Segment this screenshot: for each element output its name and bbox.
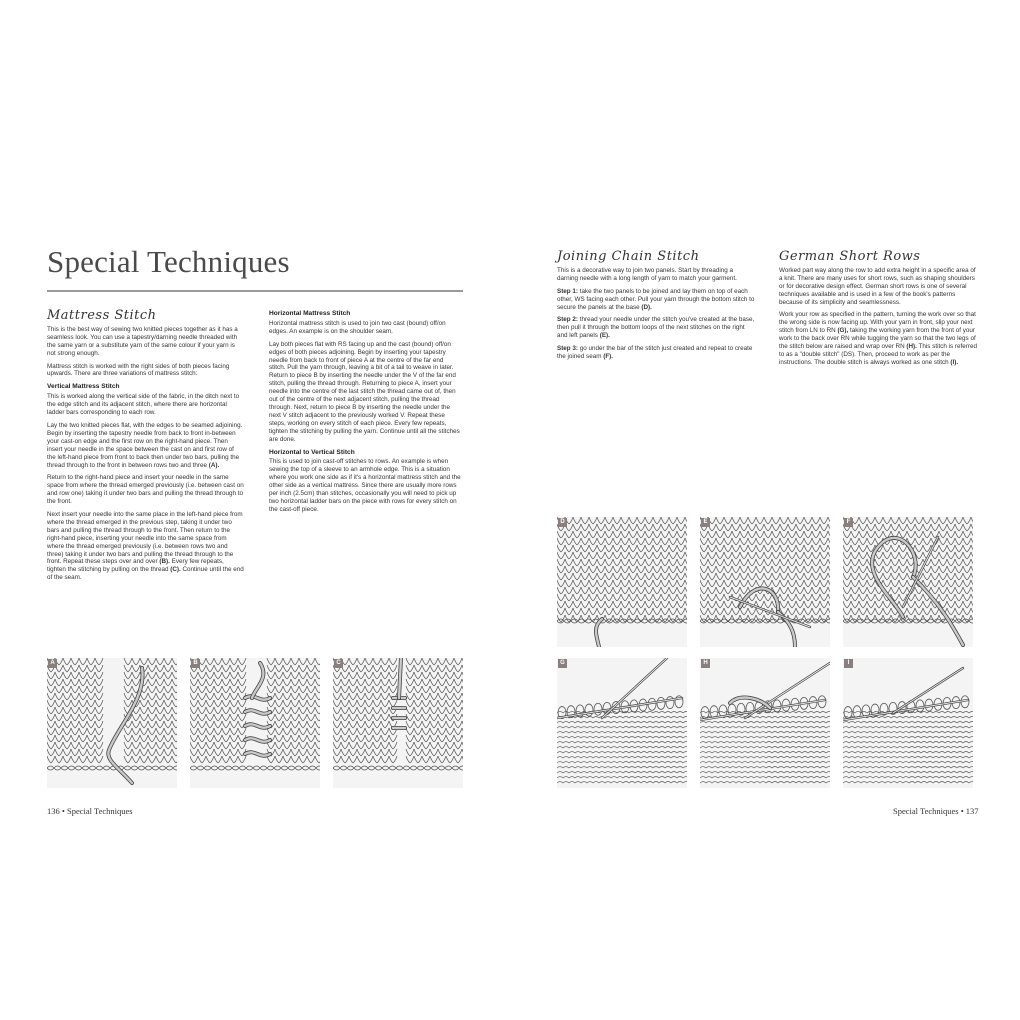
figure-a (47, 658, 177, 788)
vertical-p4: Next insert your needle into the same place in the left-hand piece from where the thread emerged in the previous step, taking it under two bars and pulling the thread through to the front. Then return to the right-hand piece, inserting your needle into the same space from where the thread emerged previously (i.e. between rows two and three) taking it under two bars and pulling the thread through to the front. Repeat these steps over and over (B). Every few repeats, tighten the stitching by pulling on the thread (C). Continue until the end of the seam. (47, 511, 244, 582)
figure-label: D (558, 518, 567, 527)
knitting-illustration (190, 658, 320, 788)
joining-step-3: Step 3: go under the bar of the stitch just created and repeat to create the joined seam (F). (557, 345, 753, 361)
german-column (779, 249, 977, 372)
knitting-illustration (557, 517, 687, 647)
right-folio: Special Techniques • 137 (893, 806, 979, 816)
vertical-p3: Return to the right-hand piece and insert your needle in the same space from where the thread emerged previously (i.e. between cast on and row one) taking it under two bars and pulling the thread through to the front. (47, 474, 244, 506)
knitting-illustration (843, 517, 973, 647)
figure-i (843, 658, 973, 788)
figure-label: F (844, 518, 853, 527)
knitting-illustration (700, 658, 830, 788)
knitting-illustration (557, 658, 687, 788)
figure-label: H (701, 659, 710, 668)
knit-stitches (190, 658, 246, 763)
figure-label: A (48, 659, 57, 668)
knit-stitches (843, 517, 973, 622)
figure-d (557, 517, 687, 647)
knit-stitches (333, 658, 397, 763)
mattress-variations: Mattress stitch is worked with the right sides of both pieces facing upwards. There are three variations of mattress stitch: (47, 362, 230, 378)
figure-f (843, 517, 973, 647)
yarn-strand (108, 668, 142, 783)
german-p2: Work your row as specified in the pattern, turning the work over so that the wrong side is now facing up. With your yarn in front, slip your next stitch from LN to RN (G), taking the working yarn from the front of your work to the back over RN while tugging the yarn so that the two legs of the stitch below are raised and wrap over RN (H). This stitch is referred to as a "double stitch" (DS). Then, proceed to work as per the instructions. The double stitch is always worked as one stitch (I). (779, 311, 977, 366)
purl-rows (700, 712, 830, 784)
vertical-p2: Lay the two knitted pieces flat, with the edges to be seamed adjoining. Begin by inserting the tapestry needle from back to front in-between your cast-on edge and the first row on the right-hand piece. Then insert your needle in the space between the cast on and first row of the left-hand piece from front to back then under two bars, pulling the thread through to the front in between rows two and three (A). (47, 421, 243, 469)
figure-label: C (334, 659, 343, 668)
purl-rows (843, 712, 973, 784)
cast-on-edge (47, 766, 177, 770)
knit-stitches (406, 658, 463, 763)
horizontal-heading: Horizontal Mattress Stitch (269, 310, 351, 317)
figure-label: I (844, 659, 853, 668)
mattress-intro: This is the best way of sewing two knitted pieces together as it has a seamless look. You can use a tapestry/darning needle threaded with the same yarn or a substitute yarn of the same colour if your yarn is not strong enough. (47, 325, 238, 357)
figure-label: E (701, 518, 710, 527)
figure-c (333, 658, 463, 788)
mattress-heading: Mattress Stitch (47, 308, 157, 323)
needle-shine (602, 658, 667, 718)
yarn-highlight (596, 619, 602, 647)
vertical-heading: Vertical Mattress Stitch (47, 383, 120, 391)
horizontal-p1: Horizontal mattress stitch is used to join two cast (bound) off/on edges. An example is on the shoulder seam. (269, 319, 446, 335)
joining-step-2: Step 2: thread your needle under the stitch you've created at the base, then pull it through the bottom loops of the next stitches on the right and left panels (E). (557, 316, 755, 340)
knitting-illustration (700, 517, 830, 647)
mattress-column (47, 308, 244, 587)
cast-on-edge (557, 619, 687, 623)
knitting-illustration (333, 658, 463, 788)
horizontal-column (269, 310, 461, 519)
figure-b (190, 658, 320, 788)
figure-e (700, 517, 830, 647)
cast-on-edge (333, 766, 463, 770)
knit-stitches (557, 517, 687, 622)
title-rule (47, 290, 463, 292)
figure-label: G (558, 659, 567, 668)
knitting-illustration (843, 658, 973, 788)
joining-heading: Joining Chain Stitch (557, 249, 700, 264)
figure-h (700, 658, 830, 788)
purl-rows (557, 712, 687, 784)
live-stitches (844, 696, 969, 719)
german-heading: German Short Rows (779, 249, 921, 264)
right-page (510, 0, 1020, 1020)
left-folio: 136 • Special Techniques (47, 806, 133, 816)
joining-intro: This is a decorative way to join two panels. Start by threading a darning needle with a long length of yarn to match your garment. (557, 266, 737, 282)
vertical-p1: This is worked along the vertical side of the fabric, in the ditch next to the edge stitch and its adjacent stitch, where there are horizontal ladder bars corresponding to each row. (47, 393, 240, 417)
hv-p1: This is used to join cast-off stitches to rows. An example is when sewing the top of a sleeve to an armhole edge. This is a situation where you work one side as if it's a horizontal mattress stitch and the other side as a vertical mattress. Since there are usually more rows per inch (2.5cm) than stitches, occasionally you will need to pick up two horizontal ladder bars on the piece with rows for every stitch on the cast-off piece. (269, 458, 461, 513)
joining-column (557, 249, 755, 366)
cast-on-edge (190, 766, 320, 770)
yarn-highlight (252, 663, 263, 698)
cast-on-edge (843, 619, 973, 623)
needle-shine (745, 663, 830, 718)
cast-on-edge (700, 619, 830, 623)
hv-heading: Horizontal to Vertical Stitch (269, 448, 355, 456)
page-title: Special Techniques (47, 244, 290, 279)
figure-g (557, 658, 687, 788)
figure-label: B (191, 659, 200, 668)
german-p1: Worked part way along the row to add extra height in a specific area of a knit. There are many uses for short rows, such as shaping shoulders or for decorative design effect. German short rows is one of several techniques available and is used in a few of the book's patterns because of its simplicity and seamlessness. (779, 266, 976, 306)
knitting-illustration (47, 658, 177, 788)
knit-stitches (700, 517, 830, 622)
knit-stitches (267, 658, 320, 763)
knit-stitches (47, 658, 103, 763)
joining-step-1: Step 1: take the two panels to be joined and lay them on top of each other, WS facing each other. Pull your yarn through the bottom stitch to secure the panels at the base (D). (557, 287, 755, 311)
horizontal-p2: Lay both pieces flat with RS facing up and the cast (bound) off/on edges of both pieces adjoining. Begin by inserting your tapestry needle from back to front of piece A at the centre of the far end stitch. Pull the yarn through, leaving a bit of a tail to weave in later. Return to piece B by inserting the needle under the V of the far end stitch, pulling the thread through. Returning to piece A, insert your needle into the centre of the last stitch the thread came out of, then out of the centre of the next adjacent stitch, pulling the thread through. Next, return to piece B by inserting the needle under the next V stitch adjacent to the previously worked V. Repeat these steps, working on every stitch of each piece. Every few repeats, tighten the stitching by pulling the yarn. Continue until all the stitches are done. (269, 340, 460, 443)
